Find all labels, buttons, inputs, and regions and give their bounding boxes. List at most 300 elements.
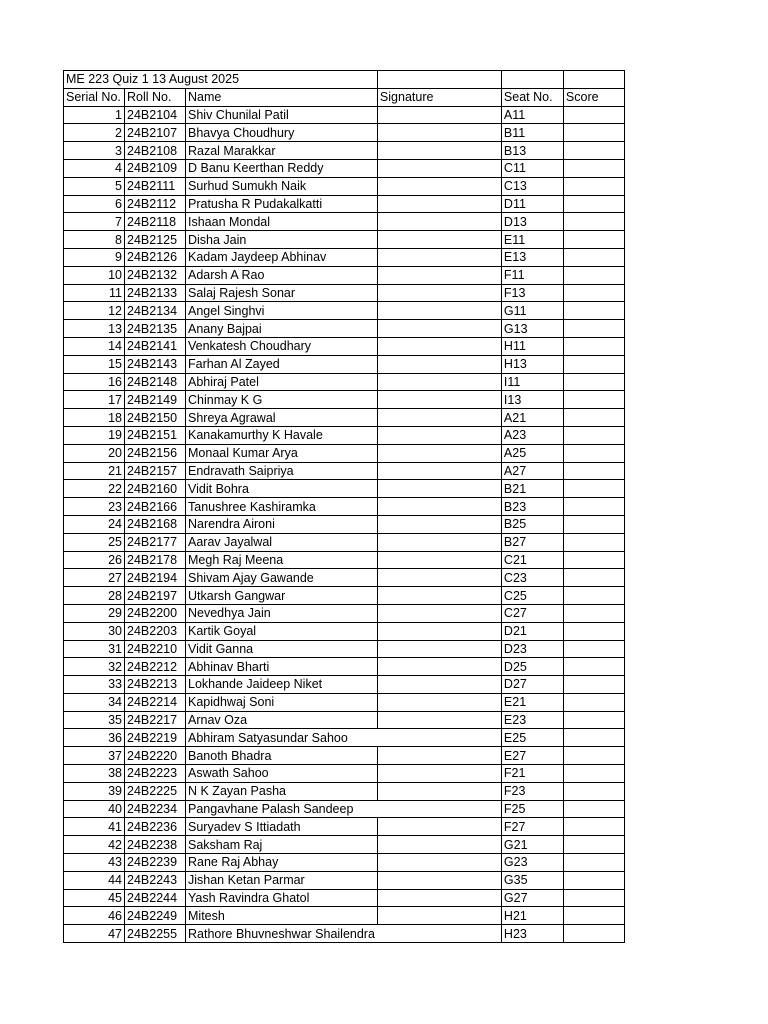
serial-cell: 26 <box>64 551 125 569</box>
roll-cell: 24B2125 <box>125 231 186 249</box>
score-cell <box>563 711 624 729</box>
roll-cell: 24B2214 <box>125 693 186 711</box>
signature-cell <box>377 622 501 640</box>
signature-cell <box>377 569 501 587</box>
seat-cell: C13 <box>501 177 563 195</box>
score-cell <box>563 729 624 747</box>
score-cell <box>563 124 624 142</box>
seat-cell: I11 <box>501 373 563 391</box>
table-row <box>64 658 625 676</box>
serial-cell: 45 <box>64 889 125 907</box>
serial-cell: 11 <box>64 284 125 302</box>
name-cell: Kadam Jaydeep Abhinav <box>186 248 378 266</box>
score-cell <box>563 693 624 711</box>
signature-cell <box>377 462 501 480</box>
score-cell <box>563 106 624 124</box>
header-seat: Seat No. <box>501 88 563 106</box>
header-signature: Signature <box>377 88 501 106</box>
roll-cell: 24B2219 <box>125 729 186 747</box>
name-cell: Disha Jain <box>186 231 378 249</box>
score-cell <box>563 658 624 676</box>
signature-cell <box>377 248 501 266</box>
signature-cell <box>377 195 501 213</box>
score-cell <box>563 498 624 516</box>
signature-cell <box>377 818 501 836</box>
signature-cell <box>377 266 501 284</box>
signature-cell <box>377 765 501 783</box>
serial-cell: 22 <box>64 480 125 498</box>
roll-cell: 24B2132 <box>125 266 186 284</box>
serial-cell: 29 <box>64 604 125 622</box>
table-row <box>64 889 625 907</box>
name-cell: Angel Singhvi <box>186 302 378 320</box>
table-row <box>64 604 625 622</box>
serial-cell: 18 <box>64 409 125 427</box>
table-row <box>64 854 625 872</box>
seat-cell: C25 <box>501 587 563 605</box>
seat-cell: F23 <box>501 782 563 800</box>
signature-cell <box>377 676 501 694</box>
seat-cell: F21 <box>501 765 563 783</box>
table-row <box>64 640 625 658</box>
seat-cell: E23 <box>501 711 563 729</box>
score-cell <box>563 444 624 462</box>
name-cell: Bhavya Choudhury <box>186 124 378 142</box>
seat-cell: B25 <box>501 515 563 533</box>
signature-cell <box>377 337 501 355</box>
name-cell: Pratusha R Pudakalkatti <box>186 195 378 213</box>
table-row <box>64 284 625 302</box>
table-row <box>64 515 625 533</box>
serial-cell: 15 <box>64 355 125 373</box>
roll-cell: 24B2244 <box>125 889 186 907</box>
signature-cell <box>377 587 501 605</box>
signature-cell <box>377 124 501 142</box>
serial-cell: 35 <box>64 711 125 729</box>
table-row <box>64 533 625 551</box>
name-cell: Yash Ravindra Ghatol <box>186 889 378 907</box>
name-cell: Salaj Rajesh Sonar <box>186 284 378 302</box>
signature-cell <box>377 836 501 854</box>
table-row <box>64 569 625 587</box>
serial-cell: 41 <box>64 818 125 836</box>
serial-cell: 47 <box>64 925 125 943</box>
roll-cell: 24B2243 <box>125 871 186 889</box>
roll-cell: 24B2107 <box>125 124 186 142</box>
name-cell: Surhud Sumukh Naik <box>186 177 378 195</box>
seat-cell: I13 <box>501 391 563 409</box>
roll-cell: 24B2150 <box>125 409 186 427</box>
signature-cell <box>377 533 501 551</box>
roll-cell: 24B2194 <box>125 569 186 587</box>
roll-cell: 24B2236 <box>125 818 186 836</box>
name-cell: Abhinav Bharti <box>186 658 378 676</box>
table-row <box>64 480 625 498</box>
name-cell: Kanakamurthy K Havale <box>186 426 378 444</box>
signature-cell <box>377 889 501 907</box>
signature-cell <box>377 515 501 533</box>
roll-cell: 24B2109 <box>125 159 186 177</box>
seat-cell: D23 <box>501 640 563 658</box>
signature-cell <box>377 782 501 800</box>
signature-cell <box>377 871 501 889</box>
name-cell: Shivam Ajay Gawande <box>186 569 378 587</box>
table-row <box>64 302 625 320</box>
signature-cell <box>377 800 501 818</box>
signature-cell <box>377 711 501 729</box>
score-cell <box>563 373 624 391</box>
serial-cell: 38 <box>64 765 125 783</box>
seat-cell: E25 <box>501 729 563 747</box>
score-cell <box>563 426 624 444</box>
roll-cell: 24B2108 <box>125 142 186 160</box>
score-cell <box>563 818 624 836</box>
signature-cell <box>377 320 501 338</box>
name-cell: Farhan Al Zayed <box>186 355 378 373</box>
score-cell <box>563 142 624 160</box>
roll-cell: 24B2118 <box>125 213 186 231</box>
signature-cell <box>377 284 501 302</box>
signature-cell <box>377 213 501 231</box>
roll-cell: 24B2234 <box>125 800 186 818</box>
header-name: Name <box>186 88 378 106</box>
serial-cell: 10 <box>64 266 125 284</box>
roll-cell: 24B2135 <box>125 320 186 338</box>
score-cell <box>563 284 624 302</box>
serial-cell: 1 <box>64 106 125 124</box>
name-cell: Tanushree Kashiramka <box>186 498 378 516</box>
score-cell <box>563 320 624 338</box>
table-row <box>64 729 625 747</box>
table-row <box>64 551 625 569</box>
name-cell: Pangavhane Palash Sandeep <box>186 800 378 818</box>
roll-cell: 24B2223 <box>125 765 186 783</box>
roll-cell: 24B2151 <box>125 426 186 444</box>
name-cell: Aarav Jayalwal <box>186 533 378 551</box>
serial-cell: 21 <box>64 462 125 480</box>
name-cell: Narendra Aironi <box>186 515 378 533</box>
roll-cell: 24B2255 <box>125 925 186 943</box>
roll-cell: 24B2212 <box>125 658 186 676</box>
name-cell: Venkatesh Choudhary <box>186 337 378 355</box>
serial-cell: 8 <box>64 231 125 249</box>
seat-cell: B11 <box>501 124 563 142</box>
serial-cell: 2 <box>64 124 125 142</box>
header-row <box>64 88 625 106</box>
score-cell <box>563 640 624 658</box>
score-cell <box>563 462 624 480</box>
table-row <box>64 498 625 516</box>
serial-cell: 16 <box>64 373 125 391</box>
name-cell: Banoth Bhadra <box>186 747 378 765</box>
table-row <box>64 106 625 124</box>
roll-cell: 24B2210 <box>125 640 186 658</box>
signature-cell <box>377 498 501 516</box>
serial-cell: 24 <box>64 515 125 533</box>
serial-cell: 42 <box>64 836 125 854</box>
seat-cell: A21 <box>501 409 563 427</box>
table-row <box>64 676 625 694</box>
score-cell <box>563 177 624 195</box>
name-cell: Utkarsh Gangwar <box>186 587 378 605</box>
score-cell <box>563 231 624 249</box>
name-cell: Shreya Agrawal <box>186 409 378 427</box>
score-cell <box>563 622 624 640</box>
serial-cell: 28 <box>64 587 125 605</box>
seat-cell: B21 <box>501 480 563 498</box>
serial-cell: 46 <box>64 907 125 925</box>
signature-cell <box>377 355 501 373</box>
signature-cell <box>377 925 501 943</box>
serial-cell: 40 <box>64 800 125 818</box>
name-cell: Monaal Kumar Arya <box>186 444 378 462</box>
seat-cell: E21 <box>501 693 563 711</box>
seat-cell: D13 <box>501 213 563 231</box>
signature-cell <box>377 907 501 925</box>
seat-cell: F25 <box>501 800 563 818</box>
name-cell: Anany Bajpai <box>186 320 378 338</box>
table-row <box>64 462 625 480</box>
roll-cell: 24B2166 <box>125 498 186 516</box>
table-row <box>64 320 625 338</box>
seat-cell: E27 <box>501 747 563 765</box>
table-row <box>64 231 625 249</box>
table-row <box>64 444 625 462</box>
score-cell <box>563 266 624 284</box>
roll-cell: 24B2200 <box>125 604 186 622</box>
serial-cell: 3 <box>64 142 125 160</box>
seat-cell: G11 <box>501 302 563 320</box>
seat-cell: H23 <box>501 925 563 943</box>
name-cell: Mitesh <box>186 907 378 925</box>
score-cell <box>563 515 624 533</box>
seat-cell: G21 <box>501 836 563 854</box>
seat-cell: A23 <box>501 426 563 444</box>
score-cell <box>563 871 624 889</box>
signature-cell <box>377 658 501 676</box>
name-cell: D Banu Keerthan Reddy <box>186 159 378 177</box>
signature-cell <box>377 391 501 409</box>
score-cell <box>563 302 624 320</box>
signature-cell <box>377 142 501 160</box>
score-cell <box>563 925 624 943</box>
table-row <box>64 213 625 231</box>
name-cell: Abhiram Satyasundar Sahoo <box>186 729 378 747</box>
seat-cell: G35 <box>501 871 563 889</box>
roll-cell: 24B2133 <box>125 284 186 302</box>
serial-cell: 14 <box>64 337 125 355</box>
seat-cell: H13 <box>501 355 563 373</box>
roll-cell: 24B2239 <box>125 854 186 872</box>
seat-cell: F13 <box>501 284 563 302</box>
table-row <box>64 765 625 783</box>
roll-cell: 24B2220 <box>125 747 186 765</box>
name-cell: Suryadev S Ittiadath <box>186 818 378 836</box>
roll-cell: 24B2141 <box>125 337 186 355</box>
serial-cell: 30 <box>64 622 125 640</box>
signature-cell <box>377 747 501 765</box>
table-row <box>64 337 625 355</box>
score-cell <box>563 889 624 907</box>
signature-cell <box>377 604 501 622</box>
signature-cell <box>377 177 501 195</box>
score-cell <box>563 337 624 355</box>
seat-cell: C11 <box>501 159 563 177</box>
name-cell: Adarsh A Rao <box>186 266 378 284</box>
score-cell <box>563 409 624 427</box>
score-cell <box>563 480 624 498</box>
name-cell: Rathore Bhuvneshwar Shailendra <box>186 925 378 943</box>
serial-cell: 20 <box>64 444 125 462</box>
roll-cell: 24B2104 <box>125 106 186 124</box>
signature-cell <box>377 106 501 124</box>
serial-cell: 23 <box>64 498 125 516</box>
seat-cell: C27 <box>501 604 563 622</box>
seat-cell: A11 <box>501 106 563 124</box>
score-cell <box>563 747 624 765</box>
table-row <box>64 818 625 836</box>
serial-cell: 32 <box>64 658 125 676</box>
roll-cell: 24B2249 <box>125 907 186 925</box>
name-cell: Shiv Chunilal Patil <box>186 106 378 124</box>
roll-cell: 24B2225 <box>125 782 186 800</box>
score-cell <box>563 248 624 266</box>
score-cell <box>563 213 624 231</box>
score-cell <box>563 551 624 569</box>
serial-cell: 9 <box>64 248 125 266</box>
score-cell <box>563 533 624 551</box>
table-row <box>64 836 625 854</box>
serial-cell: 12 <box>64 302 125 320</box>
table-row <box>64 925 625 943</box>
table-row <box>64 124 625 142</box>
roll-cell: 24B2197 <box>125 587 186 605</box>
score-cell <box>563 836 624 854</box>
roll-cell: 24B2238 <box>125 836 186 854</box>
roll-cell: 24B2177 <box>125 533 186 551</box>
name-cell: Vidit Bohra <box>186 480 378 498</box>
score-cell <box>563 159 624 177</box>
roll-cell: 24B2203 <box>125 622 186 640</box>
table-row <box>64 711 625 729</box>
score-cell <box>563 854 624 872</box>
header-serial: Serial No. <box>64 88 125 106</box>
table-row <box>64 391 625 409</box>
title-row <box>64 71 625 89</box>
seat-cell: H11 <box>501 337 563 355</box>
serial-cell: 33 <box>64 676 125 694</box>
seat-cell: G23 <box>501 854 563 872</box>
seat-cell: H21 <box>501 907 563 925</box>
title-blank-cell <box>501 71 563 89</box>
table-row <box>64 355 625 373</box>
seat-cell: C23 <box>501 569 563 587</box>
signature-cell <box>377 640 501 658</box>
seat-cell: D21 <box>501 622 563 640</box>
signature-cell <box>377 693 501 711</box>
serial-cell: 36 <box>64 729 125 747</box>
roll-cell: 24B2126 <box>125 248 186 266</box>
name-cell: Lokhande Jaideep Niket <box>186 676 378 694</box>
table-row <box>64 907 625 925</box>
seat-cell: D27 <box>501 676 563 694</box>
table-row <box>64 782 625 800</box>
signature-cell <box>377 551 501 569</box>
table-row <box>64 195 625 213</box>
serial-cell: 39 <box>64 782 125 800</box>
name-cell: Endravath Saipriya <box>186 462 378 480</box>
seat-cell: B13 <box>501 142 563 160</box>
roll-cell: 24B2160 <box>125 480 186 498</box>
table-row <box>64 266 625 284</box>
table-row <box>64 693 625 711</box>
name-cell: Rane Raj Abhay <box>186 854 378 872</box>
title-blank-cell <box>377 71 501 89</box>
score-cell <box>563 604 624 622</box>
serial-cell: 37 <box>64 747 125 765</box>
name-cell: Razal Marakkar <box>186 142 378 160</box>
score-cell <box>563 355 624 373</box>
seat-cell: F27 <box>501 818 563 836</box>
sheet-title: ME 223 Quiz 1 13 August 2025 <box>64 71 378 89</box>
seat-cell: B27 <box>501 533 563 551</box>
seat-cell: G27 <box>501 889 563 907</box>
table-row <box>64 248 625 266</box>
signature-cell <box>377 159 501 177</box>
score-cell <box>563 676 624 694</box>
score-cell <box>563 800 624 818</box>
roll-cell: 24B2213 <box>125 676 186 694</box>
roll-cell: 24B2168 <box>125 515 186 533</box>
serial-cell: 31 <box>64 640 125 658</box>
roll-cell: 24B2148 <box>125 373 186 391</box>
score-cell <box>563 782 624 800</box>
seat-cell: A27 <box>501 462 563 480</box>
seat-cell: G13 <box>501 320 563 338</box>
header-roll: Roll No. <box>125 88 186 106</box>
seat-cell: A25 <box>501 444 563 462</box>
signature-cell <box>377 729 501 747</box>
score-cell <box>563 765 624 783</box>
roll-cell: 24B2134 <box>125 302 186 320</box>
roll-cell: 24B2143 <box>125 355 186 373</box>
name-cell: Ishaan Mondal <box>186 213 378 231</box>
serial-cell: 4 <box>64 159 125 177</box>
name-cell: N K Zayan Pasha <box>186 782 378 800</box>
table-row <box>64 871 625 889</box>
serial-cell: 13 <box>64 320 125 338</box>
seat-cell: D11 <box>501 195 563 213</box>
attendance-sheet <box>63 70 625 943</box>
name-cell: Megh Raj Meena <box>186 551 378 569</box>
roll-cell: 24B2217 <box>125 711 186 729</box>
table-row <box>64 373 625 391</box>
title-blank-cell <box>563 71 624 89</box>
name-cell: Aswath Sahoo <box>186 765 378 783</box>
seat-cell: E13 <box>501 248 563 266</box>
seat-cell: E11 <box>501 231 563 249</box>
serial-cell: 25 <box>64 533 125 551</box>
serial-cell: 34 <box>64 693 125 711</box>
score-cell <box>563 569 624 587</box>
serial-cell: 27 <box>64 569 125 587</box>
table-row <box>64 409 625 427</box>
seat-cell: F11 <box>501 266 563 284</box>
signature-cell <box>377 231 501 249</box>
serial-cell: 44 <box>64 871 125 889</box>
roll-cell: 24B2156 <box>125 444 186 462</box>
serial-cell: 17 <box>64 391 125 409</box>
